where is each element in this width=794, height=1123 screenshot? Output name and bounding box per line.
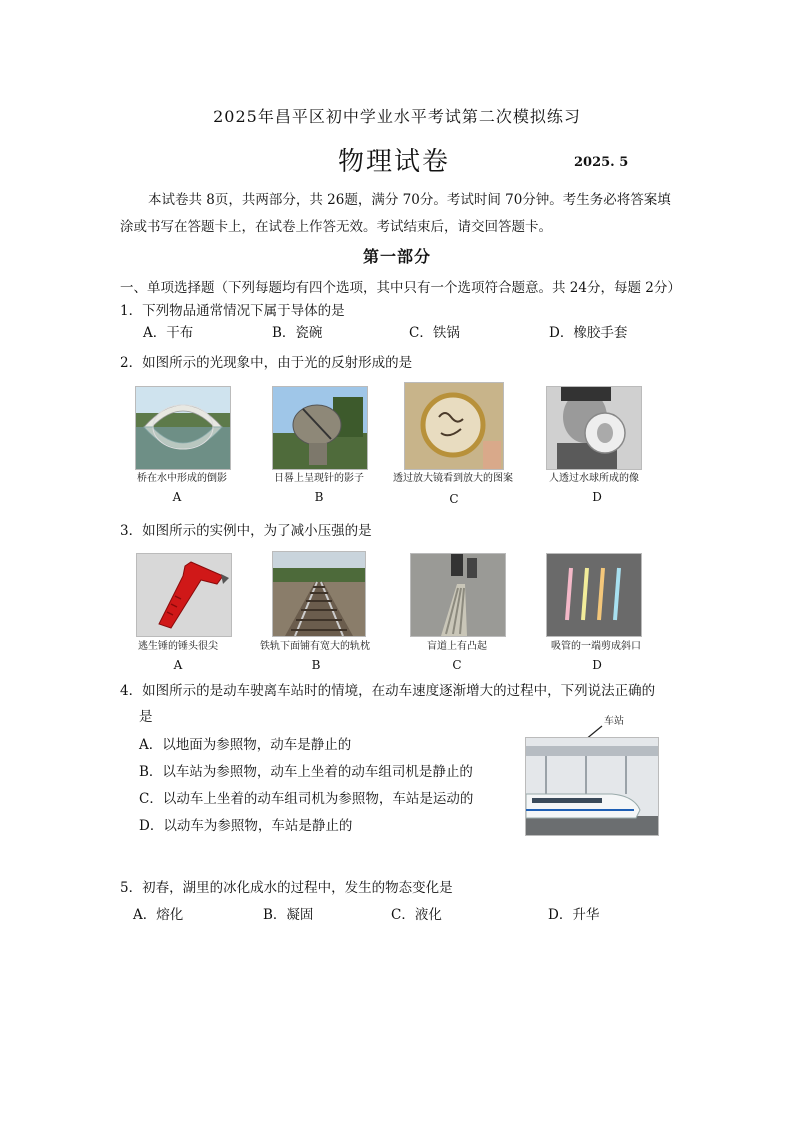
q1-option-c[interactable]: C．铁锅 [409,325,460,341]
q4-option-b[interactable]: B．以车站为参照物，动车上坐着的动车组司机是静止的 [139,764,473,780]
question-4-stem-cont: 是 [139,709,153,725]
q4-option-d[interactable]: D．以动车为参照物，车站是静止的 [139,818,353,834]
station-label: 车站 [604,716,624,727]
railway-sleepers-image [272,551,366,637]
question-5-stem: 5．初春，湖里的冰化成水的过程中，发生的物态变化是 [120,880,453,896]
question-4-stem: 4．如图所示的是动车驶离车站时的情境，在动车速度逐渐增大的过程中，下列说法正确的 [120,683,656,699]
q2-choice-d[interactable]: D [592,490,602,504]
escape-hammer-image [136,553,232,637]
bridge-reflection-image [135,386,231,470]
q2-caption-c: 透过放大镜看到放大的图案 [393,473,513,484]
subject-title: 物理试卷 [338,147,451,177]
question-1-stem: 1．下列物品通常情况下属于导体的是 [120,303,345,319]
water-ball-image [546,386,642,470]
exam-title: 2025年昌平区初中学业水平考试第二次模拟练习 [213,107,581,126]
tactile-paving-image [410,553,506,637]
part-title: 第一部分 [362,247,431,266]
q5-option-c[interactable]: C．液化 [391,907,442,923]
exam-instructions: 本试卷共 8页，共两部分，共 26题，满分 70分。考试时间 70分钟。考生务必将答案填涂或书写在答题卡上，在试卷上作答无效。考试结束后，请交回答题卡。 [120,192,671,235]
q3-caption-b: 铁轨下面铺有宽大的轨枕 [260,641,370,652]
q2-caption-d: 人透过水球所成的像 [549,473,639,484]
q2-caption-b: 日晷上呈现针的影子 [274,473,364,484]
question-2-stem: 2．如图所示的光现象中，由于光的反射形成的是 [120,355,413,371]
q4-option-c[interactable]: C．以动车上坐着的动车组司机为参照物，车站是运动的 [139,791,474,807]
section-heading: 一、单项选择题（下列每题均有四个选项，其中只有一个选项符合题意。共 24分，每题 2分） [120,280,681,296]
q5-option-d[interactable]: D．升华 [548,907,600,923]
question-3-stem: 3．如图所示的实例中，为了减小压强的是 [120,523,372,539]
q1-option-d[interactable]: D．橡胶手套 [549,325,628,341]
q3-choice-a[interactable]: A [173,658,183,672]
q1-option-b[interactable]: B．瓷碗 [272,325,323,341]
q1-option-a[interactable]: A．干布 [143,325,194,341]
q3-caption-a: 逃生锤的锤头很尖 [138,641,218,652]
magnifier-image [404,382,504,470]
straws-image [546,553,642,637]
bullet-train-image [525,737,659,836]
q3-choice-d[interactable]: D [592,658,602,672]
q2-choice-b[interactable]: B [314,490,324,504]
q3-choice-c[interactable]: C [452,658,462,672]
q2-caption-a: 桥在水中形成的倒影 [137,473,227,484]
q3-caption-d: 吸管的一端剪成斜口 [551,641,641,652]
q5-option-a[interactable]: A．熔化 [133,907,184,923]
q3-caption-c: 盲道上有凸起 [427,641,487,652]
q4-option-a[interactable]: A．以地面为参照物，动车是静止的 [139,737,352,753]
q2-choice-a[interactable]: A [172,490,182,504]
q2-choice-c[interactable]: C [449,492,459,506]
q3-choice-b[interactable]: B [311,658,321,672]
q5-option-b[interactable]: B．凝固 [263,907,314,923]
exam-date: 2025. 5 [574,155,629,170]
sundial-image [272,386,368,470]
